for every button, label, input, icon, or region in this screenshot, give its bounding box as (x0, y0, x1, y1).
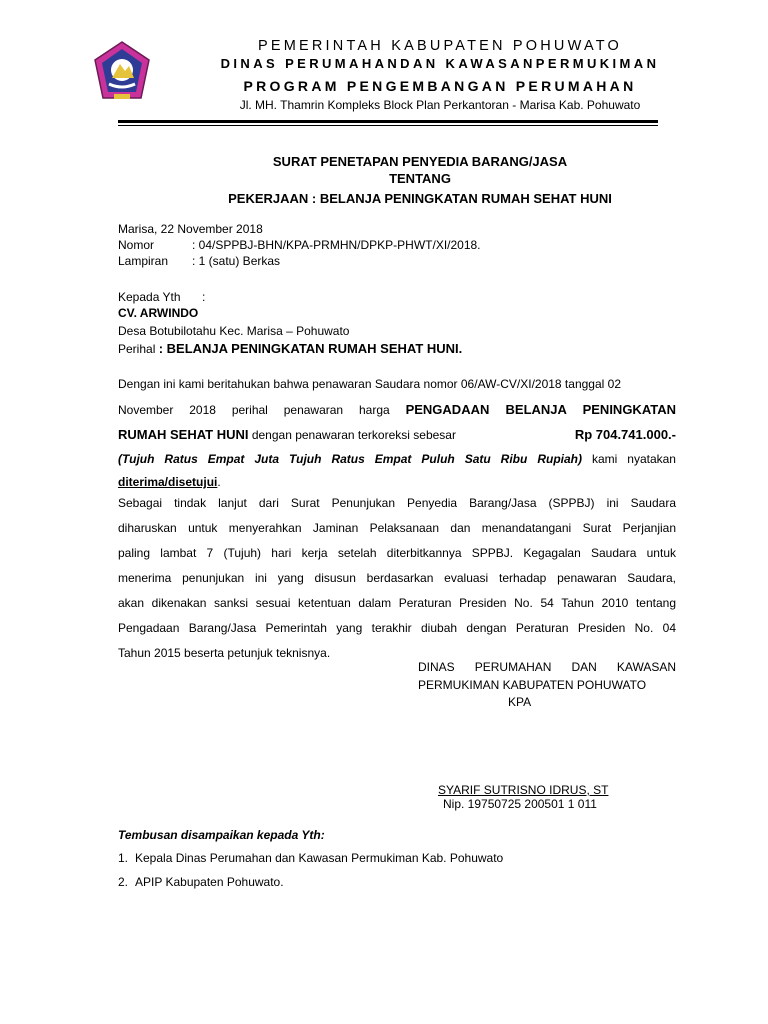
signature-org-line-2: PERMUKIMAN KABUPATEN POHUWATO (418, 678, 647, 692)
letterhead-government: PEMERINTAH KABUPATEN POHUWATO (257, 38, 623, 54)
p1-approved: diterima/disetujui (118, 475, 218, 489)
p1-bold-subject-cont: RUMAH SEHAT HUNI (118, 427, 249, 442)
place-date: Marisa, 22 November 2018 (118, 222, 263, 236)
p1-line-5 (118, 472, 676, 492)
p2-line-1: Sebagai tindak lanjut dari Surat Penunjukan Penyedia Barang/Jasa (SPPBJ) ini Saudara (118, 496, 676, 510)
p2-line-4: menerima penunjukan ini yang disusun berdasarkan evaluasi terhadap penawaran Saudara, (118, 571, 676, 585)
letter-title-work: PEKERJAAN : BELANJA PENINGKATAN RUMAH SEHAT HUNI (228, 191, 612, 206)
letter-title-about: TENTANG (389, 171, 451, 186)
letterhead-program: PROGRAM PENGEMBANGAN PERUMAHAN (243, 78, 637, 94)
p1-period: . (217, 475, 221, 489)
cc-heading: Tembusan disampaikan kepada Yth: (118, 828, 325, 842)
signature-org-line-1: DINAS PERUMAHAN DAN KAWASAN (418, 660, 676, 674)
p1-line-4 (118, 447, 676, 472)
p1-bold-subject: PENGADAAN BELANJA PENINGKATAN (405, 402, 677, 417)
p2-line-7: Tahun 2015 beserta petunjuk teknisnya. (118, 646, 331, 660)
letterhead-agency: DINAS PERUMAHANDAN KAWASANPERMUKIMAN (220, 56, 660, 71)
lampiran-label: Lampiran (118, 254, 169, 268)
perihal-value: : BELANJA PENINGKATAN RUMAH SEHAT HUNI. (158, 341, 463, 356)
kepada-colon: : (202, 290, 206, 304)
signatory-name: SYARIF SUTRISNO IDRUS, ST (438, 783, 609, 797)
p1-text-corrected: dengan penawaran terkoreksi sebesar (251, 428, 456, 442)
signatory-nip: Nip. 19750725 200501 1 011 (443, 797, 597, 811)
cc-item-2-text: APIP Kabupaten Pohuwato. (135, 875, 284, 889)
p1-text: November 2018 perihal penawaran harga (118, 403, 390, 417)
p2-line-3: paling lambat 7 (Tujuh) hari kerja setelah diterbitkannya SPPBJ. Kegagalan Saudara untuk (118, 546, 676, 560)
lampiran-value: : 1 (satu) Berkas (192, 254, 281, 268)
letterhead-address: Jl. MH. Thamrin Kompleks Block Plan Perkantoran - Marisa Kab. Pohuwato (239, 98, 641, 112)
p1-text-state: kami nyatakan (591, 452, 676, 466)
nomor-row (118, 238, 481, 252)
header-rule-thin (118, 125, 658, 126)
signature-role: KPA (508, 695, 532, 709)
recipient-address: Desa Botubilotahu Kec. Marisa – Pohuwato (118, 324, 350, 338)
lampiran-row (118, 254, 280, 268)
body-paragraph-2 (118, 491, 676, 666)
regency-logo (92, 40, 152, 106)
p1-line-3 (118, 422, 676, 447)
p2-line-2: diharuskan untuk menyerahkan Jaminan Pelaksanaan dan menandatangani Surat Perjanjian (118, 521, 676, 535)
cc-item-1: 1. Kepala Dinas Perumahan dan Kawasan Permukiman Kab. Pohuwato (118, 851, 504, 865)
nomor-value: : 04/SPPBJ-BHN/KPA-PRMHN/DPKP-PHWT/XI/2018. (192, 238, 481, 252)
p1-line-2 (118, 397, 676, 422)
p2-line-6: Pengadaan Barang/Jasa Pemerintah yang terakhir diubah dengan Peraturan Presiden No. 04 (118, 621, 676, 635)
perihal-label: Perihal (118, 342, 156, 356)
p1-amount: Rp 704.741.000.- (574, 427, 676, 442)
cc-item-2: 2. APIP Kabupaten Pohuwato. (118, 875, 284, 889)
p2-line-5: akan dikenakan sanksi sesuai ketentuan dalam Peraturan Presiden No. 54 Tahun 2010 tentang (118, 596, 676, 610)
p1-amount-words: (Tujuh Ratus Empat Juta Tujuh Ratus Empat Puluh Satu Ribu Rupiah) (118, 452, 582, 466)
letter-title: SURAT PENETAPAN PENYEDIA BARANG/JASA (272, 154, 568, 169)
header-rule-thick (118, 120, 658, 123)
body-paragraph-1 (118, 372, 676, 492)
cc-item-1-text: Kepala Dinas Perumahan dan Kawasan Permukiman Kab. Pohuwato (135, 851, 504, 865)
nomor-label: Nomor (118, 238, 155, 252)
kepada-label: Kepada Yth (118, 290, 181, 304)
kepada-row (118, 290, 205, 304)
perihal-row (118, 341, 462, 356)
p1-line-1: Dengan ini kami beritahukan bahwa penawaran Saudara nomor 06/AW-CV/XI/2018 tanggal 02 (118, 377, 621, 391)
recipient-name: CV. ARWINDO (118, 306, 199, 320)
